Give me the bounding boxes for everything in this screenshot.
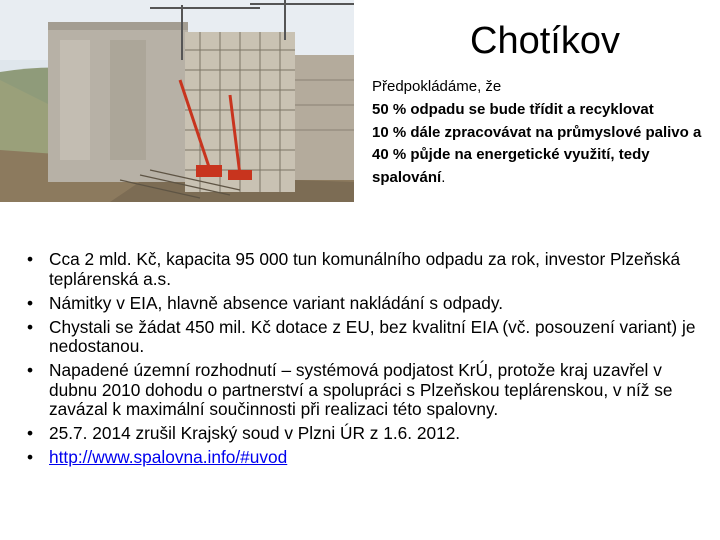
bullet-text-subsidy: Chystali se žádat 450 mil. Kč dotace z EU, bez kvalitní EIA (vč. posouzení variant) je nedostanou.	[49, 316, 696, 357]
slide-title: Chotíkov	[470, 20, 620, 62]
note-intro: Předpokládáme, že	[372, 78, 502, 95]
list-item	[27, 424, 707, 444]
bullet-text-court: 25.7. 2014 zrušil Krajský soud v Plzni ÚR z 1.6. 2012.	[49, 423, 461, 444]
callout-note	[372, 76, 717, 190]
note-line-fuel: 10 % dále zpracovávat na průmyslové palivo a	[372, 123, 702, 141]
bullet-text-cost: Cca 2 mld. Kč, kapacita 95 000 tun komunálního odpadu za rok, investor Plzeňská teplárenská a.s.	[49, 249, 681, 289]
bullet-text-eia: Námitky v EIA, hlavně absence variant nakládání s odpady.	[49, 292, 504, 313]
list-item	[27, 250, 707, 289]
note-line-energy: 40 % půjde na energetické využití, tedy spalování	[372, 146, 650, 187]
list-item	[27, 448, 707, 468]
note-line-end: .	[441, 169, 446, 187]
list-item	[27, 361, 707, 420]
note-line-recycle: 50 % odpadu se bude třídit a recyklovat	[372, 100, 654, 118]
list-item	[27, 294, 707, 314]
list-item	[27, 318, 707, 357]
bullet-text-decision: Napadené územní rozhodnutí – systémová podjatost KrÚ, protože kraj uzavřel v dubnu 2010 dohodu o partnerství a spolupráci s Plzeňskou teplárenskou, v níž se zavázal k maximální součinnosti při realizaci této spalovny.	[49, 360, 673, 420]
bullet-list	[27, 250, 707, 472]
construction-site-photo	[0, 0, 354, 202]
website-link[interactable]: http://www.spalovna.info/#uvod	[49, 447, 288, 468]
